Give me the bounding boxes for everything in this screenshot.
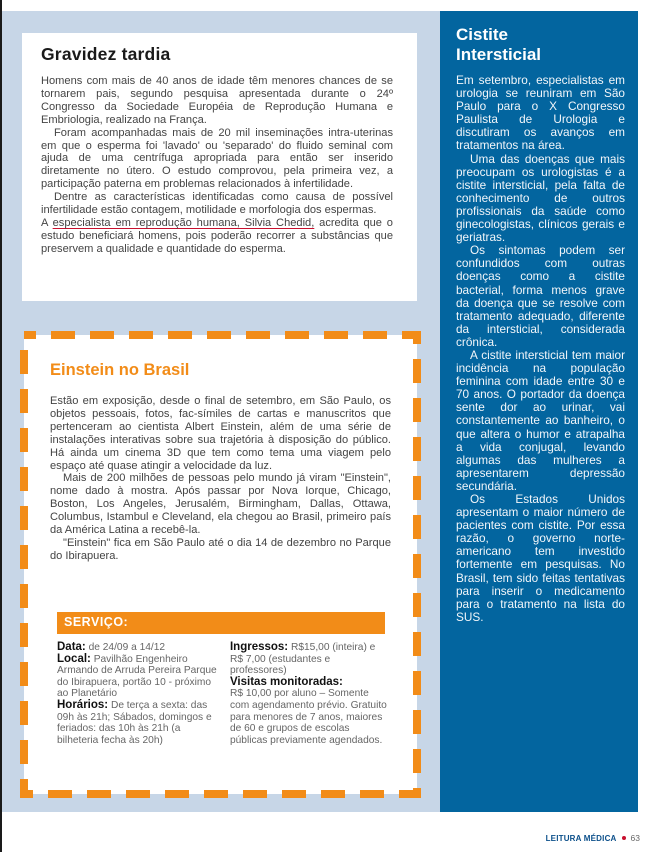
servico-column-left — [57, 642, 222, 746]
article-title: Einstein no Brasil — [50, 361, 190, 379]
article-body — [41, 75, 393, 256]
article-content — [50, 361, 391, 563]
article-paragraph: Foram acompanhadas mais de 20 mil inseminações intra-uterinas em que o esperma foi 'lavado' ou 'separado' do fluido seminal com ajuda de uma centrífuga apropriada para então ser inserido diretamente no útero. O estudo comprovou, pela primeira vez, a participação paterna em problemas relacionados à infertilidade. — [41, 126, 393, 191]
servico-date-value: de 24/09 a 14/12 — [85, 642, 166, 653]
servico-column-right — [230, 642, 387, 746]
paragraph-prefix: A — [41, 216, 53, 229]
page-number: 63 — [630, 833, 640, 843]
servico-location-value: Pavilhão Engenheiro Armando de Arruda Pereira Parque do Ibirapuera, portão 10 - próximo ao Planetário — [57, 653, 217, 700]
servico-tickets-value: R$15,00 (inteira) e R$ 7,00 (estudantes e professores) — [229, 642, 376, 677]
sidebar-title — [456, 25, 625, 64]
article-einstein-no-brasil — [24, 335, 417, 794]
sidebar-title-line2: Intersticial — [456, 44, 542, 64]
sidebar-paragraph: Os Estados Unidos apresentam o maior número de pacientes com cistite. Por essa razão, o governo norte-americano tem investido fortemente em pesquisas. No Brasil, tem sido feitas tentativas para inserir o medicamento para o tratamento na lista do SUS. — [456, 492, 625, 624]
article-paragraph: "Einstein" fica em São Paulo até o dia 14 de dezembro no Parque do Ibirapuera. — [50, 536, 391, 562]
article-paragraph: Mais de 200 milhões de pessoas pelo mundo já viram "Einstein", nome dado à mostra. Após passar por Nova Iorque, Chicago, Boston, Los Angeles, Jerusalém, Birmingham, Dallas, Ottawa, Columbus, Istambul e Cleveland, ela chegou ao Brasil, primeiro país da América Latina a recebê-la. — [50, 472, 391, 537]
servico-hours — [57, 700, 222, 746]
servico-location — [57, 654, 222, 700]
sidebar-paragraph: Em setembro, especialistas em urologia se reuniram em São Paulo para o X Congresso Paulista de Urologia e discutiram os avanços em tratamentos na área. — [456, 73, 625, 153]
specialist-link[interactable]: especialista em reprodução humana, Silvia Chedid, — [52, 216, 315, 229]
article-body — [50, 395, 391, 563]
sidebar-paragraph: Uma das doenças que mais preocupam os urologistas é a cistite intersticial, pela falta de conhecimento de outros profissionais da saúde como ginecologistas, clínicos gerais e geriatras. — [456, 151, 625, 245]
sidebar-title-line1: Cistite — [456, 25, 508, 44]
servico-heading: SERVIÇO: — [57, 612, 385, 634]
sidebar-paragraph: A cistite intersticial tem maior incidência na população feminina com idade entre 30 e 70 anos. O portador da doença sente dor ao urinar, vai constantemente ao banheiro, o que altera o humor e atrapalha a vida conjugal, levando algumas das mulheres a apresentarem depressão secundária. — [456, 347, 625, 493]
sidebar-paragraph: Os sintomas podem ser confundidos com outras doenças como a cistite bacterial, forma menos grave da doença que se resolve com tratamento adequado, diferente da intersticial, considerada crônica. — [456, 243, 625, 349]
paragraph-suffix: acredita que o estudo beneficiará homens, pois poderão recorrer a substâncias que preservem a qualidade e quantidade do esperma. — [41, 216, 393, 255]
servico-guided-visits-value: R$ 10,00 por aluno – Somente com agendamento prévio. Gratuito para menores de 7 anos, maiores de 60 e grupos de escolas públicas previamente agendados. — [229, 688, 387, 746]
article-paragraph: Homens com mais de 40 anos de idade têm menores chances de se tornarem pais, segundo pesquisa apresentada durante o 24º Congresso da Sociedade Européia de Reprodução Humana e Embriologia, realizado na França. — [41, 75, 393, 126]
servico-info — [57, 642, 387, 746]
article-paragraph: Estão em exposição, desde o final de setembro, em São Paulo, os objetos pessoais, fotos, fac-símiles de cartas e manuscritos que pertenceram ao cientista Albert Einstein, além de uma série de instalações interativas sobre sua trajetória à disposição do público. Há ainda um cinema 3D que tem como tema uma viagem pelo espaço até quase atingir a velocidade da luz. — [50, 395, 391, 472]
article-paragraph — [41, 217, 393, 256]
servico-hours-value: De terça a sexta: das 09h às 21h; Sábados, domingos e feriados: das 10h às 21h (a bilheteria fecha às 20h) — [57, 699, 212, 746]
sidebar-cistite-intersticial — [440, 11, 638, 812]
page-footer — [546, 833, 640, 843]
article-paragraph: Dentre as características identificadas como causa de possível infertilidade estão contagem, motilidade e morfologia dos espermas. — [41, 191, 393, 217]
servico-tickets-label: Ingressos: — [229, 641, 289, 653]
servico-guided-visits — [230, 677, 387, 747]
article-title: Gravidez tardia — [41, 44, 171, 64]
bullet-dot-icon — [622, 836, 626, 840]
sidebar-body — [456, 74, 625, 624]
publication-name: LEITURA MÉDICA — [545, 833, 617, 843]
servico-date-label: Data: — [57, 641, 86, 653]
article-gravidez-tardia — [22, 33, 417, 301]
servico-hours-label: Horários: — [57, 698, 109, 711]
servico-location-label: Local: — [57, 652, 91, 665]
servico-guided-visits-label: Visitas monitoradas: — [229, 675, 343, 688]
servico-tickets — [230, 642, 387, 677]
